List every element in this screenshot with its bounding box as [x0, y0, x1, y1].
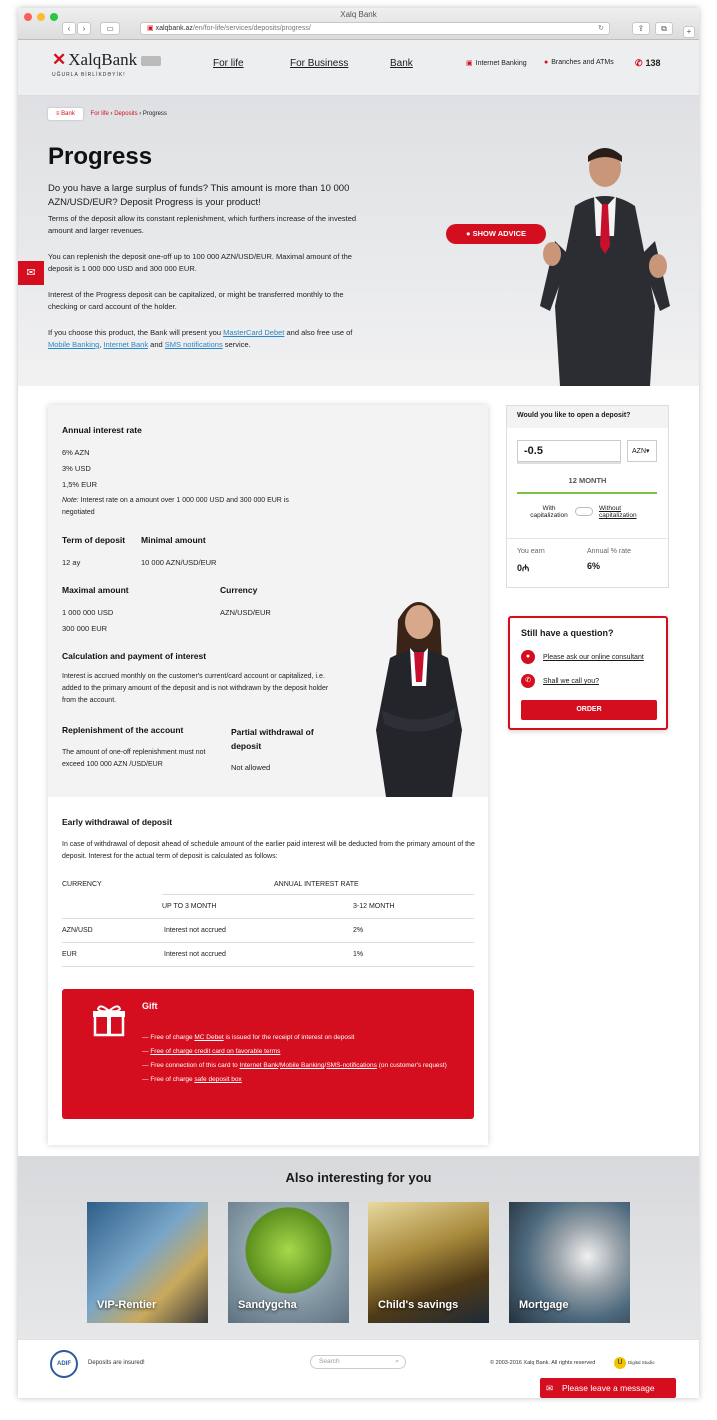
mail-icon: ✉	[546, 1383, 554, 1393]
table-header-currency: CURRENCY	[62, 881, 102, 888]
p4-text-a: If you choose this product, the Bank will present you	[48, 328, 224, 337]
p4-text-e: service.	[222, 340, 251, 349]
map-pin-icon: ●	[544, 59, 549, 66]
new-tab-icon[interactable]: +	[683, 26, 695, 38]
rate-note	[62, 495, 292, 519]
breadcrumb: ≡ Bank For life › Deposits › Progress	[48, 108, 167, 120]
phone-icon: ✆	[635, 58, 643, 68]
term-slider-fill	[517, 492, 657, 494]
p4-text-d: and	[148, 340, 165, 349]
tabs-icon[interactable]: ⧉	[655, 22, 673, 35]
table-header-row	[62, 895, 474, 919]
hero-paragraph-2: You can replenish the deposit one-off up to 100 000 AZN/USD/EUR. Maximal amount of the deposit is 1 000 000 USD and 300 000 EUR.	[48, 252, 352, 273]
consultant-man-image	[530, 146, 680, 386]
calculator-title: Would you like to open a deposit?	[507, 406, 668, 428]
window-title: Xalq Bank	[340, 10, 377, 19]
currency-select[interactable]	[627, 440, 657, 462]
consultant-woman-image	[368, 590, 468, 797]
tile-label: Sandygcha	[238, 1299, 297, 1311]
internet-bank-link[interactable]: Internet Bank	[103, 340, 149, 349]
replenishment-label: Replenishment of the account	[62, 725, 184, 735]
safe-deposit-link[interactable]: safe deposit box	[194, 1076, 242, 1083]
amount-input[interactable]: -0.5	[517, 440, 621, 462]
credit-card-link[interactable]: Free of charge credit card on favorable terms	[150, 1048, 281, 1055]
sidebar-icon[interactable]: ▭	[100, 22, 120, 35]
call-back-link[interactable]	[521, 674, 599, 688]
tile-vip-rentier[interactable]	[87, 1202, 208, 1323]
browser-chrome	[18, 8, 699, 40]
early-withdrawal-text: In case of withdrawal of deposit ahead of schedule amount of the earlier paid interest will be deducted from the primary amount of the deposit. Interest for the actual term of deposit is calculated as follows:	[62, 841, 475, 860]
annual-rate-value: 6%	[587, 561, 601, 571]
row-3-12: 1%	[353, 951, 364, 958]
internet-banking-link[interactable]	[466, 59, 527, 67]
earn-value: 0₼	[517, 563, 530, 573]
amount-slider[interactable]	[517, 462, 621, 464]
order-button[interactable]: ORDER	[521, 700, 657, 720]
early-withdrawal-label: Early withdrawal of deposit	[62, 817, 173, 827]
search-icon[interactable]: ⌕	[395, 1358, 399, 1365]
adif-logo[interactable]: ADIF	[50, 1350, 78, 1378]
gift-item: — Free connection of this card to Internet Bank/Mobile Banking/SMS-notifications (on customer's request)	[154, 1059, 454, 1073]
language-badge[interactable]	[141, 56, 161, 66]
deposit-terms-card	[48, 405, 488, 1145]
tile-label: Mortgage	[519, 1299, 569, 1311]
table-row	[62, 943, 474, 967]
mastercard-link[interactable]: MasterCard Debet	[223, 328, 285, 337]
tile-sandygcha[interactable]	[228, 1202, 349, 1323]
note-text: Interest rate on a amount over 1 000 000 USD and 300 000 EUR is negotiated	[62, 497, 289, 516]
row-up-to-3: Interest not accrued	[164, 927, 226, 934]
gift-text: (on customer's request)	[376, 1062, 447, 1069]
site-header	[18, 40, 699, 96]
user-icon: ●	[521, 650, 535, 664]
also-title: Also interesting for you	[285, 1170, 432, 1185]
note-label: Note:	[62, 497, 79, 504]
min-amount-value: 10 000 AZN/USD/EUR	[141, 558, 217, 567]
rate-eur: 1,5% EUR	[62, 480, 98, 489]
max-amount-usd: 1 000 000 USD	[62, 608, 114, 617]
chevron-down-icon: ▾	[646, 448, 650, 455]
gift-icon	[92, 1003, 126, 1037]
hero-paragraph-1: Terms of the deposit allow its constant replenishment, which furthers increase of the invested amount and larger revenues.	[48, 214, 357, 235]
chat-bubble-icon: ●	[465, 229, 473, 238]
p4-text-c: ,	[99, 340, 104, 349]
term-label: Term of deposit	[62, 535, 126, 545]
reload-icon[interactable]: ↻	[598, 25, 604, 32]
hero-lead: Do you have a large surplus of funds? This amount is more than 10 000 AZN/USD/EUR? Deposit Progress is your product!	[48, 183, 350, 208]
term-label: 12 MONTH	[568, 476, 607, 485]
gift-item	[150, 1045, 454, 1059]
currency-label: Currency	[220, 585, 258, 595]
deposit-calculator	[506, 405, 669, 588]
question-title: Still have a question?	[521, 628, 614, 638]
leave-message-button[interactable]	[540, 1378, 676, 1398]
lock-icon: ▣	[466, 60, 473, 67]
breadcrumb-current: Progress	[142, 111, 167, 117]
phone-number: 138	[645, 58, 661, 68]
question-box	[508, 616, 668, 730]
table-header-3-12: 3-12 MONTH	[353, 903, 395, 910]
capitalization-toggle[interactable]	[575, 507, 593, 516]
mail-tab-icon[interactable]: ✉	[18, 261, 44, 285]
partial-withdrawal-label: Partial withdrawal of deposit	[231, 727, 314, 751]
min-amount-label: Minimal amount	[141, 535, 206, 545]
gift-text: is issued for the receipt of interest on deposit	[223, 1034, 355, 1041]
table-header-rate: ANNUAL INTEREST RATE	[274, 881, 359, 888]
nav-bank[interactable]: Bank	[390, 58, 413, 69]
show-advice-label: SHOW ADVICE	[472, 229, 527, 238]
mobile-banking-link[interactable]: Mobile Banking	[48, 340, 100, 349]
row-3-12: 2%	[353, 927, 364, 934]
mobile-banking-link[interactable]: Mobile Banking	[280, 1062, 325, 1069]
nav-for-life[interactable]: For life	[213, 58, 244, 69]
gift-list	[150, 1031, 454, 1087]
row-currency: AZN/USD	[62, 927, 93, 934]
leave-message-label: Please leave a message	[562, 1383, 655, 1393]
without-capitalization-option[interactable]: Without capitalization	[599, 505, 637, 519]
gift-text: Free of charge	[150, 1076, 195, 1083]
breadcrumb-home-label: Bank	[61, 111, 75, 117]
annual-rate-label: Annual interest rate	[62, 425, 142, 435]
logo[interactable]	[52, 50, 161, 78]
hero-paragraph-3: Interest of the Progress deposit can be capitalized, or might be transferred monthly to the checking or card account of the holder.	[48, 290, 344, 311]
tile-mortgage[interactable]	[509, 1202, 630, 1323]
tile-label: Child's savings	[378, 1299, 459, 1311]
lock-icon: ▣	[147, 25, 154, 32]
search-placeholder: Search	[319, 1358, 340, 1365]
early-withdrawal-table	[62, 875, 474, 975]
currency-value: AZN/USD/EUR	[220, 608, 271, 617]
call-back-label: Shall we call you?	[543, 677, 600, 685]
with-capitalization-option[interactable]: With capitalization	[530, 505, 568, 519]
gift-item	[150, 1031, 454, 1045]
logo-tagline: UĞURLA BİRLİKDƏYİK!	[52, 72, 126, 78]
search-input[interactable]	[310, 1355, 406, 1369]
currency-selected: AZN	[632, 448, 646, 455]
branches-label: Branches and ATMs	[551, 59, 614, 66]
branches-link[interactable]	[544, 59, 614, 66]
calc-interest-text: Interest is accrued monthly on the customer's current/card account or capitalized, i.e. added to the primary amount of the deposit and is not withdrawn by the deposit holder from the account.	[62, 673, 329, 704]
studio-logo-icon[interactable]: U	[614, 1357, 626, 1369]
hero	[18, 96, 699, 386]
replenishment-text: The amount of one-off replenishment must not exceed 100 000 AZN /USD/EUR	[62, 749, 206, 768]
online-consultant-label: Please ask our online consultant	[543, 653, 644, 661]
annual-rate-label: Annual % rate	[587, 548, 631, 555]
calc-divider	[507, 538, 668, 539]
max-amount-label: Maximal amount	[62, 585, 129, 595]
insured-text: Deposits are insured!	[88, 1360, 145, 1366]
also-interesting-section	[18, 1156, 699, 1339]
back-icon[interactable]: ‹	[62, 22, 76, 35]
gift-box	[62, 989, 474, 1119]
internet-bank-link[interactable]: Internet Bank	[239, 1062, 279, 1069]
mc-debet-link[interactable]: MC Debet	[194, 1034, 224, 1041]
forward-icon[interactable]: ›	[77, 22, 91, 35]
breadcrumb-for-life[interactable]: For life	[90, 111, 109, 117]
address-bar[interactable]	[140, 22, 610, 35]
rate-usd: 3% USD	[62, 464, 91, 473]
page-title: Progress	[48, 143, 153, 170]
browser-window	[18, 8, 699, 1398]
rate-azn: 6% AZN	[62, 448, 90, 457]
hero-paragraph-4	[48, 327, 373, 351]
url-domain: xalqbank.az	[155, 25, 193, 32]
studio-text: Digital Studio	[628, 1360, 655, 1365]
max-amount-eur: 300 000 EUR	[62, 624, 108, 633]
term-value: 12 ay	[62, 558, 81, 567]
sms-notifications-link[interactable]: SMS notifications	[164, 340, 223, 349]
table-header-up-to-3: UP TO 3 MONTH	[162, 903, 217, 910]
url-path: /en/for-life/services/deposits/progress/	[192, 25, 311, 32]
sms-notifications-link[interactable]: SMS-notifications	[326, 1062, 377, 1069]
gift-title: Gift	[142, 1001, 158, 1011]
term-slider[interactable]	[517, 492, 657, 494]
table-row	[62, 919, 474, 943]
tile-label: VIP-Rentier	[97, 1299, 157, 1311]
partial-withdrawal-value: Not allowed	[231, 763, 271, 772]
online-consultant-link[interactable]	[521, 650, 644, 664]
logo-mark-icon: ✕	[52, 50, 67, 69]
copyright: © 2003-2016 Xalq Bank. All rights reserved	[490, 1360, 596, 1366]
logo-text: XalqBank	[68, 50, 138, 69]
row-currency: EUR	[62, 951, 77, 958]
nav-for-business[interactable]: For Business	[290, 58, 349, 69]
earn-label: You earn	[517, 548, 545, 555]
share-icon[interactable]: ⇪	[632, 22, 650, 35]
gift-text: Free connection of this card to	[150, 1062, 240, 1069]
row-up-to-3: Interest not accrued	[164, 951, 226, 958]
tile-childs-savings[interactable]	[368, 1202, 489, 1323]
calc-interest-label: Calculation and payment of interest	[62, 651, 207, 661]
breadcrumb-home[interactable]: ≡ Bank	[48, 108, 83, 120]
breadcrumb-deposits[interactable]: Deposits	[114, 111, 138, 117]
phone-link[interactable]	[635, 58, 661, 69]
gift-text: Free of charge	[150, 1034, 195, 1041]
p4-text-b: and also free use of	[284, 328, 353, 337]
internet-banking-label: Internet Banking	[475, 60, 527, 67]
phone-icon: ✆	[521, 674, 535, 688]
gift-item	[150, 1073, 454, 1087]
